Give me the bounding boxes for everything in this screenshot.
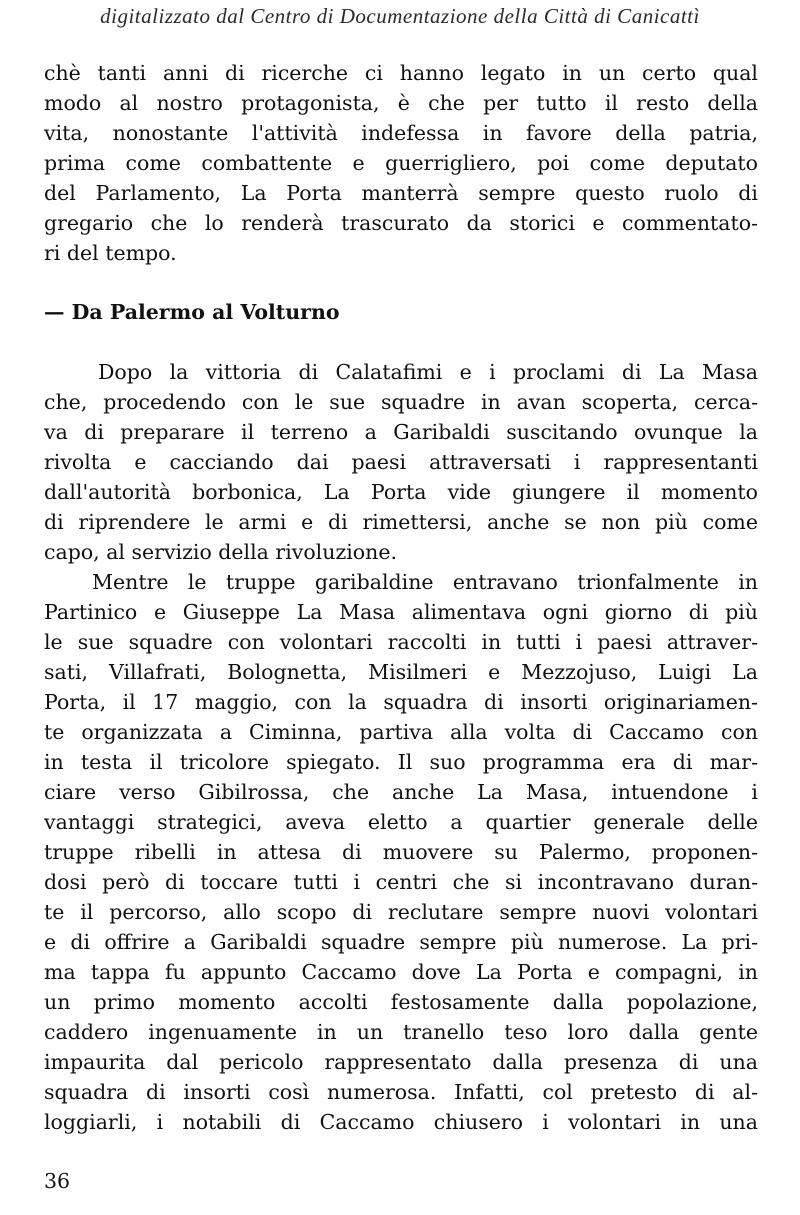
text-line: ri del tempo.: [44, 241, 177, 265]
digitization-watermark: digitalizzato dal Centro di Documentazione della Città di Canicattì: [100, 4, 700, 28]
text-line: dosi però di toccare tutti i centri che si incontravano duran-: [44, 870, 758, 894]
text-line: te il percorso, allo scopo di reclutare sempre nuovi volontari: [44, 900, 758, 924]
text-line: in testa il tricolore spiegato. Il suo programma era di mar-: [44, 750, 758, 774]
text-line: del Parlamento, La Porta manterrà sempre questo ruolo di: [44, 181, 758, 205]
text-line: un primo momento accolti festosamente dalla popolazione,: [44, 990, 758, 1014]
text-line: gregario che lo renderà trascurato da storici e commentato-: [44, 211, 758, 235]
text-line: sati, Villafrati, Bolognetta, Misilmeri e Mezzojuso, Luigi La: [44, 660, 758, 684]
text-line: modo al nostro protagonista, è che per tutto il resto della: [44, 91, 758, 115]
text-line: ma tappa fu appunto Caccamo dove La Porta e compagni, in: [44, 960, 758, 984]
text-line: truppe ribelli in attesa di muovere su Palermo, proponen-: [44, 840, 758, 864]
text-line: te organizzata a Ciminna, partiva alla volta di Caccamo con: [44, 720, 758, 744]
section-heading: — Da Palermo al Volturno: [44, 300, 340, 324]
text-line: capo, al servizio della rivoluzione.: [44, 540, 397, 564]
text-line: prima come combattente e guerrigliero, poi come deputato: [44, 151, 758, 175]
text-line: vita, nonostante l'attività indefessa in favore della patria,: [44, 121, 758, 145]
text-line: e di offrire a Garibaldi squadre sempre più numerose. La pri-: [44, 930, 758, 954]
text-line: dall'autorità borbonica, La Porta vide giungere il momento: [44, 480, 758, 504]
text-line: vantaggi strategici, aveva eletto a quartier generale delle: [44, 810, 758, 834]
text-line: rivolta e cacciando dai paesi attraversati i rappresentanti: [44, 450, 758, 474]
text-line: Porta, il 17 maggio, con la squadra di insorti originariamen-: [44, 690, 758, 714]
text-line: va di preparare il terreno a Garibaldi suscitando ovunque la: [44, 420, 758, 444]
text-line: le sue squadre con volontari raccolti in tutti i paesi attraver-: [44, 630, 758, 654]
text-line: Dopo la vittoria di Calatafimi e i proclami di La Masa: [98, 360, 758, 384]
text-line: loggiarli, i notabili di Caccamo chiusero i volontari in una: [44, 1110, 758, 1134]
text-line: di riprendere le armi e di rimettersi, anche se non più come: [44, 510, 758, 534]
text-line: ciare verso Gibilrossa, che anche La Masa, intuendone i: [44, 780, 758, 804]
text-line: impaurita dal pericolo rappresentato dalla presenza di una: [44, 1050, 758, 1074]
page-number: 36: [44, 1169, 71, 1193]
text-line: chè tanti anni di ricerche ci hanno legato in un certo qual: [44, 61, 758, 85]
text-line: Mentre le truppe garibaldine entravano trionfalmente in: [92, 570, 758, 594]
text-line: caddero ingenuamente in un tranello teso loro dalla gente: [44, 1020, 758, 1044]
text-line: che, procedendo con le sue squadre in avan scoperta, cerca-: [44, 390, 758, 414]
text-line: Partinico e Giuseppe La Masa alimentava ogni giorno di più: [44, 600, 758, 624]
text-line: squadra di insorti così numerosa. Infatti, col pretesto di al-: [44, 1080, 758, 1104]
